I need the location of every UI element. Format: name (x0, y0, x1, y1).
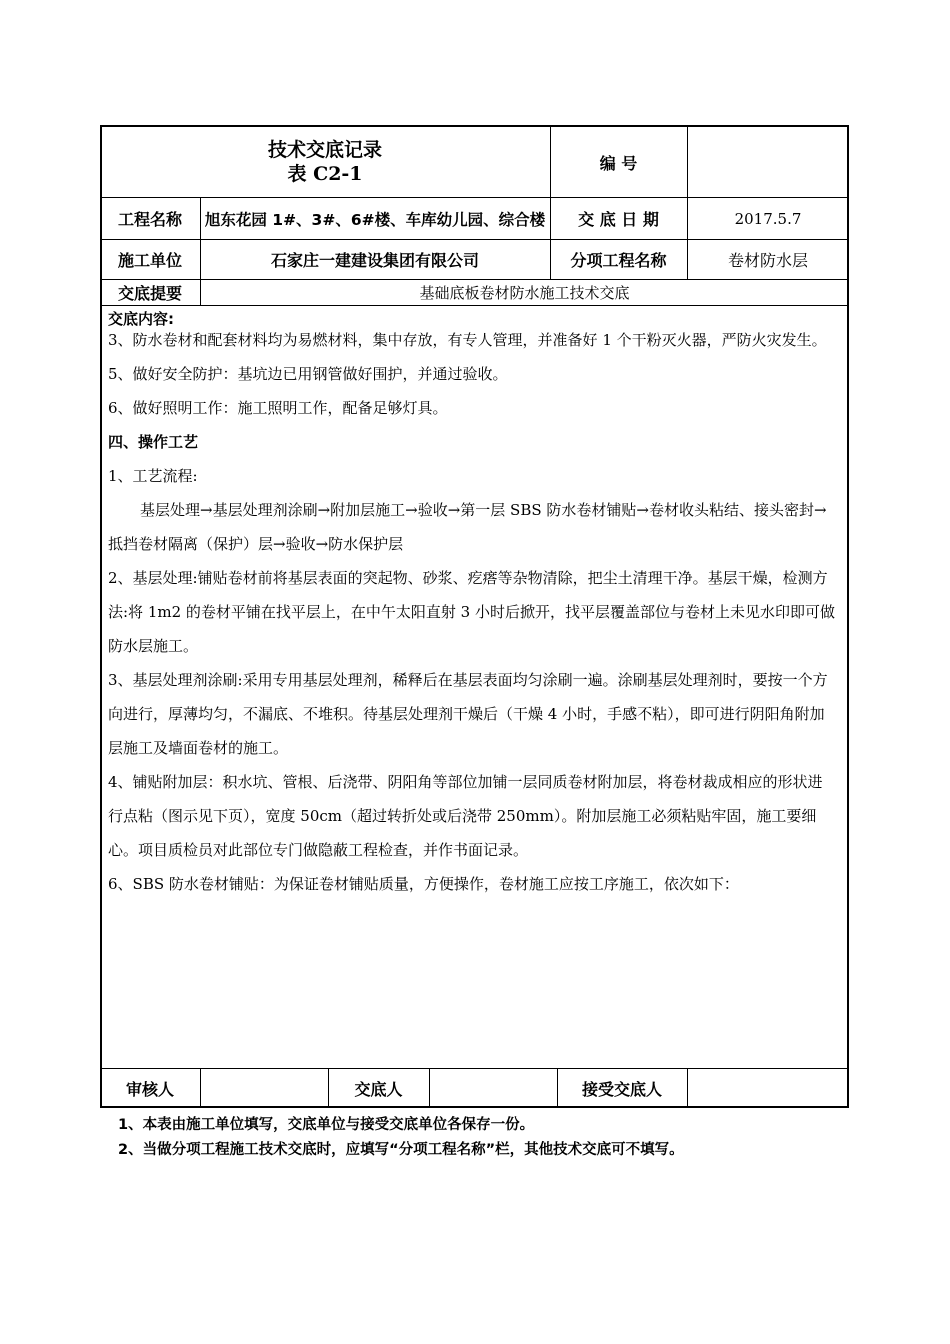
content-line: 6、SBS 防水卷材铺贴：为保证卷材铺贴质量，方便操作，卷材施工应按工序施工，依次如下： (108, 875, 739, 893)
summary-label: 交底提要 (117, 284, 182, 303)
content-body (108, 323, 836, 901)
subproject-value[interactable]: 卷材防水层 (727, 251, 808, 270)
content-line: 2、基层处理:铺贴卷材前将基层表面的突起物、砂浆、疙瘩等杂物清除，把尘土清理干净。基层干燥，检测方法:将 1m2 的卷材平铺在找平层上，在中午太阳直射 3 小时后掀开，找平层覆盖部位与卷材上未见水印即可做防水层施工。 (108, 569, 835, 655)
footnote: 2、当做分项工程施工技术交底时，应填写“分项工程名称”栏，其他技术交底可不填写。 (118, 1142, 684, 1158)
receiver-field[interactable] (687, 1069, 849, 1108)
content-line: 4、铺贴附加层：积水坑、管根、后浇带、阴阳角等部位加铺一层同质卷材附加层，将卷材裁成相应的形状进行点粘（图示见下页），宽度 50cm（超过转折处或后浇带 250mm）。附加层施工必须粘贴牢固，施工要细心。项目质检员对此部位专门做隐蔽工程检查，并作书面记录。 (108, 773, 823, 859)
content-line: 5、做好安全防护：基坑边已用钢管做好围护，并通过验收。 (108, 365, 508, 383)
form-title-line2: 表 C2-1 (287, 163, 363, 185)
reviewer-label: 审核人 (125, 1080, 174, 1099)
content-line: 3、基层处理剂涂刷:采用专用基层处理剂，稀释后在基层表面均匀涂刷一遍。涂刷基层处理剂时，要按一个方向进行，厚薄均匀，不漏底、不堆积。待基层处理剂干燥后（干燥 4 小时，手感不粘），即可进行阴阳角附加层施工及墙面卷材的施工。 (108, 671, 828, 757)
number-label: 编 号 (599, 153, 638, 173)
content-line: 1、工艺流程: (108, 467, 198, 485)
discloser-field[interactable] (429, 1069, 557, 1108)
receiver-label: 接受交底人 (581, 1080, 662, 1099)
content-line: 3、防水卷材和配套材料均为易燃材料，集中存放，有专人管理，并准备好 1 个干粉灭火器，严防火灾发生。 (108, 331, 827, 349)
footnote: 1、本表由施工单位填写，交底单位与接受交底单位各保存一份。 (118, 1117, 535, 1133)
form-title (100, 127, 550, 197)
reviewer-field[interactable] (200, 1069, 328, 1108)
content-heading: 交底内容: (108, 310, 174, 328)
contractor-value[interactable]: 石家庄一建建设集团有限公司 (270, 251, 479, 270)
number-value[interactable] (687, 127, 849, 197)
section-heading: 四、操作工艺 (108, 433, 199, 451)
discloser-label: 交底人 (354, 1080, 403, 1099)
rule (100, 305, 849, 306)
project-value[interactable]: 旭东花园 1#、3#、6#楼、车库幼儿园、综合楼 (204, 210, 546, 229)
summary-value[interactable]: 基础底板卷材防水施工技术交底 (419, 284, 630, 302)
date-value[interactable]: 2017.5.7 (734, 209, 802, 228)
subproject-label: 分项工程名称 (570, 251, 667, 270)
content-line: 6、做好照明工作：施工照明工作，配备足够灯具。 (108, 399, 448, 417)
date-label: 交 底 日 期 (578, 210, 659, 229)
contractor-label: 施工单位 (117, 251, 182, 270)
project-label: 工程名称 (117, 210, 182, 229)
form-title-line1: 技术交底记录 (267, 139, 382, 161)
content-line: 基层处理→基层处理剂涂刷→附加层施工→验收→第一层 SBS 防水卷材铺贴→卷材收头粘结、接头密封→抵挡卷材隔离（保护）层→验收→防水保护层 (108, 501, 827, 553)
